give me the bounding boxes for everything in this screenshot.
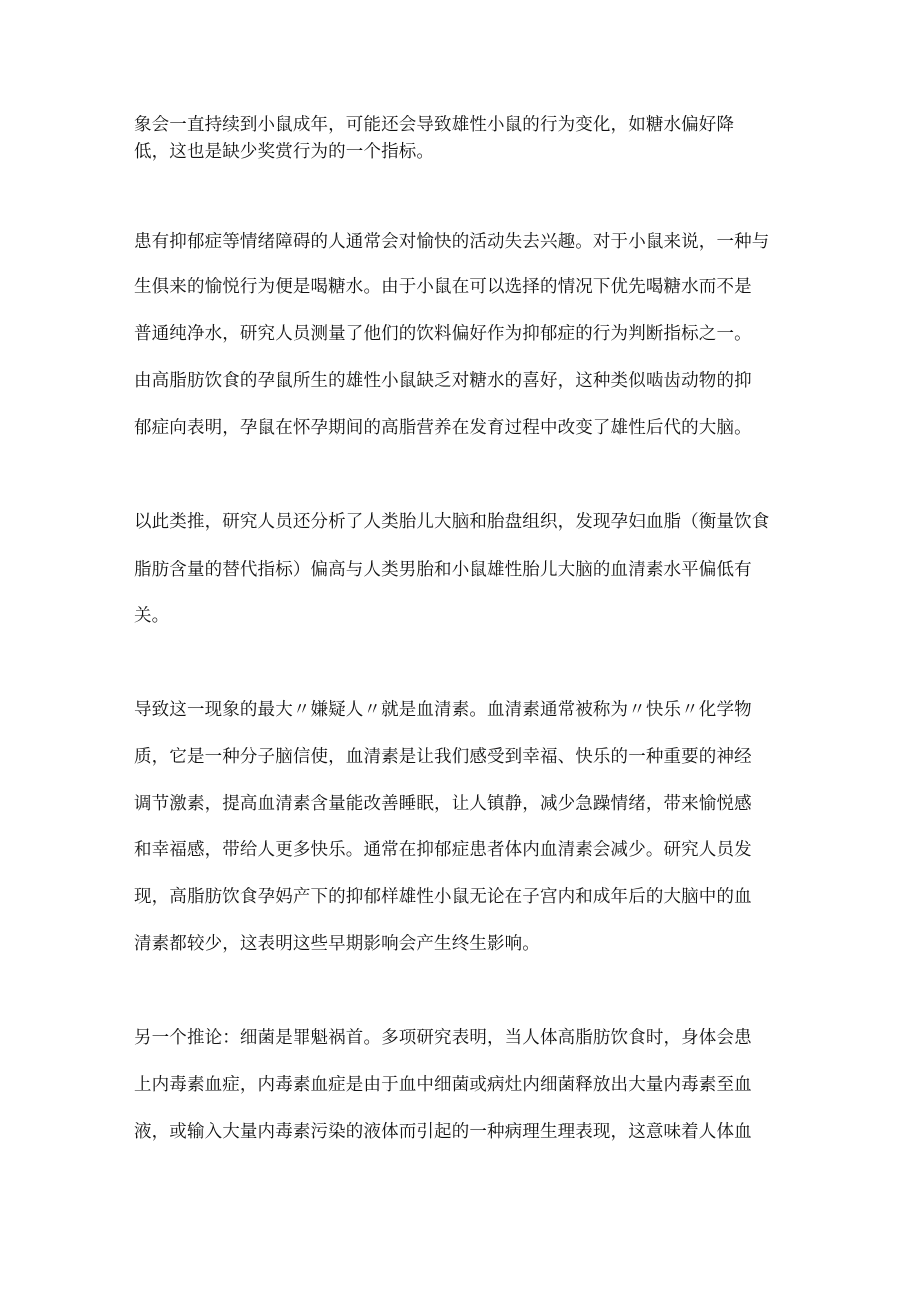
paragraph-2-line-2: 生俱来的愉悦行为便是喝糖水。由于小鼠在可以选择的情况下优先喝糖水而不是 [134,277,752,297]
paragraph-4-line-3: 调节激素，提高血清素含量能改善睡眠，让人镇静，减少急躁情绪，带来愉悦感 [134,794,752,814]
paragraph-2-line-1: 患有抑郁症等情绪障碍的人通常会对愉快的活动失去兴趣。对于小鼠来说，一种与 [134,232,770,252]
paragraph-2-line-4: 由高脂肪饮食的孕鼠所生的雄性小鼠缺乏对糖水的喜好，这种类似啮齿动物的抑 [134,371,752,391]
paragraph-3-line-1: 以此类推，研究人员还分析了人类胎儿大脑和胎盘组织，发现孕妇血脂（衡量饮食 [134,512,770,532]
paragraph-4-line-2: 质，它是一种分子脑信使，血清素是让我们感受到幸福、快乐的一种重要的神经 [134,747,752,767]
paragraph-5-line-2: 上内毒素血症，内毒素血症是由于血中细菌或病灶内细菌释放出大量内毒素至血 [134,1075,752,1095]
paragraph-5-line-1: 另一个推论：细菌是罪魁祸首。多项研究表明，当人体高脂肪饮食时，身体会患 [134,1028,752,1048]
paragraph-3-line-2: 脂肪含量的替代指标）偏高与人类男胎和小鼠雄性胎儿大脑的血清素水平偏低有 [134,560,752,580]
paragraph-4-line-1: 导致这一现象的最大〃嫌疑人〃就是血清素。血清素通常被称为〃快乐〃化学物 [134,700,752,720]
paragraph-4-line-4: 和幸福感，带给人更多快乐。通常在抑郁症患者体内血清素会减少。研究人员发 [134,840,752,860]
paragraph-5-line-3: 液，或输入大量内毒素污染的液体而引起的一种病理生理表现，这意味着人体血 [134,1122,752,1142]
paragraph-2-line-5: 郁症向表明，孕鼠在怀孕期间的高脂营养在发育过程中改变了雄性后代的大脑。 [134,418,752,438]
paragraph-1-line-1: 象会一直持续到小鼠成年，可能还会导致雄性小鼠的行为变化，如糖水偏好降 [134,115,735,135]
paragraph-4-line-6: 清素都较少，这表明这些早期影响会产生终生影响。 [134,934,540,954]
paragraph-1-line-2: 低，这也是缺少奖赏行为的一个指标。 [134,142,435,162]
paragraph-2-line-3: 普通纯净水，研究人员测量了他们的饮料偏好作为抑郁症的行为判断指标之一。 [134,324,752,344]
paragraph-3-line-3: 关。 [134,606,170,626]
paragraph-4-line-5: 现，高脂肪饮食孕妈产下的抑郁样雄性小鼠无论在子宫内和成年后的大脑中的血 [134,887,752,907]
